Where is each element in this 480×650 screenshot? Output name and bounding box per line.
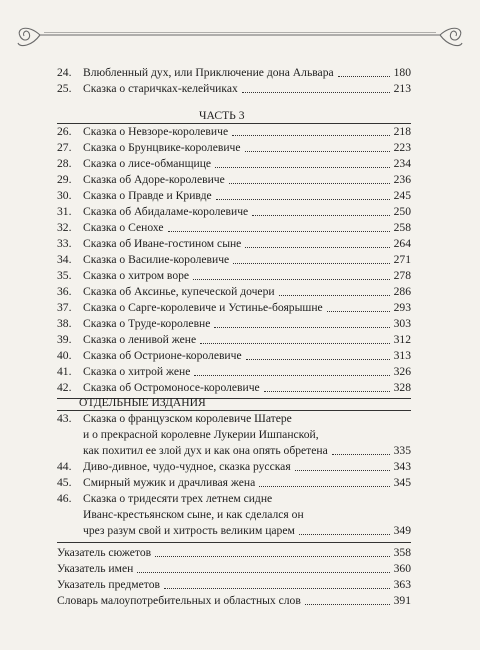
entry-number: 27.: [57, 141, 72, 154]
entry-title: Сказка о Брунцвике-королевиче: [83, 141, 241, 154]
toc-entry: [57, 66, 411, 80]
toc-entry: [57, 285, 411, 299]
entry-page-number: 391: [393, 594, 411, 607]
entry-number: 36.: [57, 285, 72, 298]
dot-leader: [259, 486, 390, 487]
entry-number: 40.: [57, 349, 72, 362]
entry-page-number: 326: [393, 365, 411, 378]
entry-title-continuation: чрез разум свой и хитрость великим царем: [83, 524, 295, 537]
toc-entry: [57, 562, 411, 576]
dot-leader: [332, 454, 390, 455]
entry-page-number: 293: [393, 301, 411, 314]
entry-number: 30.: [57, 189, 72, 202]
entry-number: 28.: [57, 157, 72, 170]
dot-leader: [215, 167, 390, 168]
entry-number: 32.: [57, 221, 72, 234]
entry-number: 37.: [57, 301, 72, 314]
entry-page-number: 264: [393, 237, 411, 250]
dot-leader: [193, 279, 390, 280]
entry-page-number: 358: [393, 546, 411, 559]
dot-leader: [279, 295, 390, 296]
toc-entry: [57, 476, 411, 490]
toc-entry: [57, 301, 411, 315]
entry-page-number: 213: [393, 82, 411, 95]
entry-page-number: 218: [393, 125, 411, 138]
entry-number: 45.: [57, 476, 72, 489]
dot-leader: [214, 327, 390, 328]
entry-title: Сказка о хитром воре: [83, 269, 190, 282]
entry-number: 25.: [57, 82, 72, 95]
entry-page-number: 360: [393, 562, 411, 575]
toc-entry: [57, 365, 411, 379]
toc-entry: [57, 349, 411, 363]
dot-leader: [194, 375, 390, 376]
toc-entry: [57, 253, 411, 267]
toc-entry: [57, 333, 411, 347]
entry-number: 24.: [57, 66, 72, 79]
entry-number: 42.: [57, 381, 72, 394]
entry-title: Сказка об Острионе-королевиче: [83, 349, 242, 362]
entry-title: Сказка о Сенохе: [83, 221, 164, 234]
entry-page-number: 236: [393, 173, 411, 186]
dot-leader: [200, 343, 390, 344]
entry-page-number: 286: [393, 285, 411, 298]
entry-title: Диво-дивное, чудо-чудное, сказка русская: [83, 460, 291, 473]
entry-title: Сказка об Остромоносе-королевиче: [83, 381, 260, 394]
entry-title: Смирный мужик и драчливая жена: [83, 476, 256, 489]
dot-leader: [252, 215, 390, 216]
entry-page-number: 250: [393, 205, 411, 218]
entry-title: Сказка о лисе-обманщице: [83, 157, 212, 170]
toc-entry-final-line: [83, 444, 411, 458]
entry-number: 46.: [57, 492, 72, 505]
dot-leader: [233, 263, 390, 264]
entry-page-number: 349: [393, 524, 411, 537]
entry-title: Сказка о хитрой жене: [83, 365, 191, 378]
entry-title: Сказка об Адоре-королевиче: [83, 173, 225, 186]
entry-number: 26.: [57, 125, 72, 138]
dot-leader: [164, 588, 390, 589]
dot-leader: [232, 135, 390, 136]
entry-title: Сказка о Правде и Кривде: [83, 189, 212, 202]
entry-title-continuation: Иванс-крестьянском сыне, и как сделался он: [83, 508, 304, 521]
entry-title: Указатель имен: [57, 562, 134, 575]
entry-page-number: 345: [393, 476, 411, 489]
dot-leader: [245, 247, 390, 248]
entry-number: 29.: [57, 173, 72, 186]
entry-number: 41.: [57, 365, 72, 378]
entry-title: Словарь малоупотребительных и областных слов: [57, 594, 301, 607]
dot-leader: [305, 604, 390, 605]
dot-leader: [137, 572, 390, 573]
toc-entry-line: [57, 492, 411, 506]
entry-title: Сказка о французском королевиче Шатере: [83, 412, 292, 425]
entry-title-continuation: и о прекрасной королевне Лукерии Ишпанской,: [83, 428, 319, 441]
dot-leader: [245, 151, 390, 152]
section-heading-separate-editions: ОТДЕЛЬНЫЕ ИЗДАНИЯ: [79, 396, 206, 409]
dot-leader: [327, 311, 390, 312]
toc-entry: [57, 317, 411, 331]
toc-entry: [57, 205, 411, 219]
toc-entry: [57, 82, 411, 96]
toc-entry-final-line: [83, 524, 411, 538]
section-underline: [57, 123, 411, 124]
toc-entry: [57, 157, 411, 171]
toc-entry: [57, 381, 411, 395]
toc-entry: [57, 237, 411, 251]
section-underline: [57, 542, 411, 543]
entry-page-number: 223: [393, 141, 411, 154]
entry-title: Сказка о старичках-келейчиках: [83, 82, 238, 95]
dot-leader: [216, 199, 390, 200]
entry-title: Указатель предметов: [57, 578, 160, 591]
entry-title: Сказка об Аксинье, купеческой дочери: [83, 285, 275, 298]
entry-page-number: 328: [393, 381, 411, 394]
toc-entry: [57, 460, 411, 474]
entry-title: Сказка о Сарге-королевиче и Устинье-боярышне: [83, 301, 323, 314]
entry-page-number: 343: [393, 460, 411, 473]
dot-leader: [229, 183, 390, 184]
entry-number: 38.: [57, 317, 72, 330]
entry-page-number: 258: [393, 221, 411, 234]
entry-title-continuation: как похитил ее злой дух и как она опять обретена: [83, 444, 328, 457]
dot-leader: [168, 231, 390, 232]
dot-leader: [246, 359, 390, 360]
toc-entry: [57, 578, 411, 592]
entry-number: 33.: [57, 237, 72, 250]
entry-page-number: 335: [393, 444, 411, 457]
section-underline: [57, 410, 411, 411]
entry-title: Сказка о Невзоре-королевиче: [83, 125, 229, 138]
toc-entry: [57, 189, 411, 203]
entry-title: Сказка об Абидаламе-королевиче: [83, 205, 249, 218]
entry-page-number: 180: [393, 66, 411, 79]
toc-entry: [57, 141, 411, 155]
entry-page-number: 363: [393, 578, 411, 591]
toc-entry: [57, 173, 411, 187]
entry-page-number: 234: [393, 157, 411, 170]
entry-page-number: 278: [393, 269, 411, 282]
dot-leader: [155, 556, 390, 557]
entry-page-number: 313: [393, 349, 411, 362]
entry-page-number: 271: [393, 253, 411, 266]
dot-leader: [264, 391, 390, 392]
dot-leader: [338, 76, 390, 77]
entry-page-number: 312: [393, 333, 411, 346]
entry-page-number: 303: [393, 317, 411, 330]
toc-entry: [57, 221, 411, 235]
entry-title: Сказка о Василие-королевиче: [83, 253, 230, 266]
entry-number: 34.: [57, 253, 72, 266]
entry-number: 35.: [57, 269, 72, 282]
toc-entry-line: [57, 412, 411, 426]
entry-number: 31.: [57, 205, 72, 218]
toc-entry: [57, 594, 411, 608]
entry-number: 44.: [57, 460, 72, 473]
entry-number: 43.: [57, 412, 72, 425]
entry-title: Указатель сюжетов: [57, 546, 152, 559]
section-heading-part3: ЧАСТЬ 3: [199, 109, 245, 122]
dot-leader: [299, 534, 390, 535]
entry-title: Сказка о ленивой жене: [83, 333, 197, 346]
dot-leader: [295, 470, 390, 471]
entry-title: Влюбленный дух, или Приключение дона Альвара: [83, 66, 334, 79]
toc-entry: [57, 125, 411, 139]
toc-entry: [57, 269, 411, 283]
toc-entry: [57, 546, 411, 560]
entry-page-number: 245: [393, 189, 411, 202]
entry-title: Сказка о Труде-королевне: [83, 317, 211, 330]
dot-leader: [242, 92, 390, 93]
entry-title: Сказка о тридесяти трех летнем сидне: [83, 492, 273, 505]
entry-number: 39.: [57, 333, 72, 346]
entry-title: Сказка об Иване-гостином сыне: [83, 237, 242, 250]
